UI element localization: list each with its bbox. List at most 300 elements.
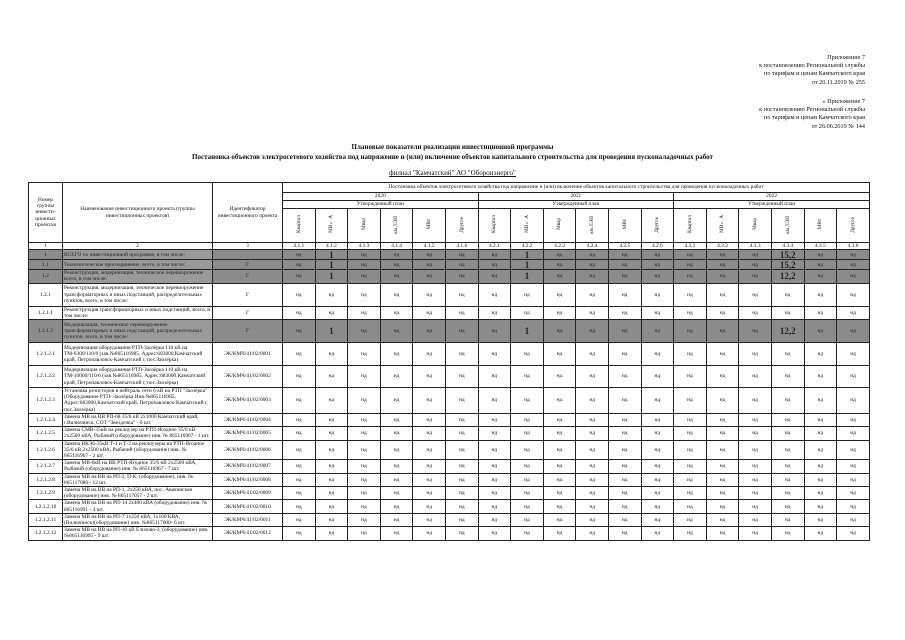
cell-value: нд [771,513,804,526]
cell-value: нд [380,270,413,283]
cell-value: нд [804,460,837,473]
subcol-header [380,209,413,243]
cell-value: нд [413,306,446,319]
cell-value: нд [413,413,446,426]
cell-value: нд [315,427,348,440]
cell-value: нд [283,306,316,319]
cell-value: нд [771,440,804,460]
cell-value: нд [445,440,478,460]
cell-id: ЭК/КМЧ/41/02/0008 [213,473,283,486]
cell-value: нд [804,513,837,526]
cell-name: Реконструкция трансформаторных и иных подстанций, всего, в том числе: [63,306,213,319]
cell-value: нд [511,500,544,513]
cell-value: нд [837,320,870,343]
cell-value: нд [739,250,772,260]
cell-value: нд [543,388,576,414]
cell-value: 15,2 [771,260,804,270]
table-row [29,306,870,319]
subcol-header [445,209,478,243]
cell-value: нд [283,427,316,440]
cell-value: нд [348,366,381,388]
cell-value: нд [315,460,348,473]
cell-name: Модернизация оборудования РТП-Заозёрка 110 кВ на ТМ-10000/110/6 (зав.№865116985, Адрес:683000,Камчатский край, Петропавловск-Камчатский г, пос.Заозёрка) [63,366,213,388]
cell-value: 1 [511,260,544,270]
cell-value: нд [348,440,381,460]
cell-value: нд [608,413,641,426]
cell-value: нд [576,500,609,513]
table-row [29,270,870,283]
cell-value: нд [706,306,739,319]
cell-value: нд [706,283,739,306]
cell-value: нд [608,473,641,486]
cell-value: нд [641,527,674,540]
cell-value: нд [641,487,674,500]
cell-value: нд [608,250,641,260]
subcol-header [706,209,739,243]
cell-value: нд [641,306,674,319]
cell-value: нд [837,440,870,460]
cell-value: нд [641,260,674,270]
cell-value: нд [837,270,870,283]
header-line: « Приложение 7 [822,98,865,105]
cell-number: 1.2.1.2.6 [29,440,63,460]
cell-id: Г [213,270,283,283]
cell-number: 1 [29,250,63,260]
cell-value: нд [283,270,316,283]
cell-value: нд [576,440,609,460]
cell-name: Замена МВ-6кВ на ВВ РТП-Ягодное 35/6 кВ 2х2500 кВА, Рыбачий (оборудование) инв. № 865116967 - 7 шт. [63,460,213,473]
cell-value: нд [804,413,837,426]
header-line: Приложение 7 [827,54,865,61]
branch-name: филиал "Камчатский" АО "Оборонэнерго" [389,169,516,177]
cell-value: нд [543,440,576,460]
cell-value: нд [380,460,413,473]
cell-value: нд [837,427,870,440]
cell-value: нд [511,343,544,366]
col-number: 4.2.5 [608,243,641,250]
cell-value: нд [511,413,544,426]
cell-value: нд [641,283,674,306]
cell-value: нд [674,283,707,306]
cell-value: нд [576,487,609,500]
cell-value: нд [511,440,544,460]
cell-value: нд [283,343,316,366]
cell-id [213,250,283,260]
subcol-label: МВт [621,219,628,230]
cell-value: нд [706,427,739,440]
cell-value: нд [739,413,772,426]
col-number: 4.3.4 [771,243,804,250]
subcol-header [674,209,707,243]
year-header: 2022 [674,193,870,201]
cell-name: Установка резисторов в нейтраль сети 6 кВ на РТП "Заозёрка" (Оборудование РТП- Заозёрка Инв.№865116985, Адрес:683000,Камчатский край, Петропавловск-Камчатский г, пос.Заозёрка) [63,388,213,414]
cell-id: ЭК/КМЧ/41/02/0001 [213,343,283,366]
cell-name: Реконструкция, модернизация, техническое перевооружение трансформаторных и иных подстанций, распределительных пунктов, всего, в том числе: [63,283,213,306]
cell-name: Замена ВКЭ6-35кВ Т-1 и Т-2 на реклоузеры на РТП-Ягодное 35/6 кВ 2х2500 кВА, Рыбачий (оборудование) инв. № 865116967 - 2 шт. [63,440,213,460]
cell-value: нд [348,527,381,540]
cell-id: ЭК/КМЧ/41/02/0009 [213,487,283,500]
cell-value: нд [706,250,739,260]
cell-value: нд [348,283,381,306]
cell-value: нд [380,487,413,500]
cell-value: нд [739,460,772,473]
cell-number: 1.2.1 [29,283,63,306]
cell-value: нд [413,527,446,540]
cell-value: нд [608,427,641,440]
cell-value: нд [478,500,511,513]
cell-value: нд [641,388,674,414]
cell-value: нд [478,260,511,270]
cell-value: нд [478,250,511,260]
cell-value: нд [511,427,544,440]
cell-id: ЭК/КМЧ/41/02/0005 [213,427,283,440]
subcol-label: Квартал [491,215,498,234]
cell-value: нд [576,320,609,343]
cell-value: нд [445,487,478,500]
col-number: 4.2.4 [576,243,609,250]
cell-value: нд [315,366,348,388]
cell-id: ЭК/КМЧ/41/02/0010 [213,500,283,513]
cell-value: нд [315,487,348,500]
col-number: 4.2.6 [641,243,674,250]
cell-number: 1.2.1.2.1 [29,343,63,366]
cell-value: нд [739,260,772,270]
subcol-label: Мвар [360,218,367,231]
subcol-header [348,209,381,243]
cell-value: нд [804,320,837,343]
cell-value: нд [413,343,446,366]
col-header-number: Номер группы инвести-ционных проектов [29,183,63,243]
cell-value: нд [608,388,641,414]
cell-value: нд [543,320,576,343]
cell-name: Замена МВ на ВВ на РП-10 кВ Елизово-3, (оборудование) инв. №865116995 - 9 шт. [63,527,213,540]
cell-number: 1.2 [29,270,63,283]
cell-value: нд [739,343,772,366]
cell-value: нд [739,513,772,526]
cell-value: нд [348,487,381,500]
subcol-label: Мвар [556,218,563,231]
cell-value: нд [283,250,316,260]
table-row [29,283,870,306]
cell-value: нд [837,343,870,366]
cell-value: нд [511,527,544,540]
col-number: 4.3.6 [837,243,870,250]
col-number: 4.3.5 [804,243,837,250]
header-line: от 26.06.2019 № 144 [811,122,865,130]
document-title: Плановые показатели реализации инвестиционной программы [351,143,554,151]
subcol-label: Другое [849,216,856,233]
cell-value: нд [804,500,837,513]
cell-value: нд [413,388,446,414]
subcol-header [804,209,837,243]
cell-name: Замена МВ на ВВ на РП-14 2х400 кВА (оборудование) инв. № 865116991 - 4 шт. [63,500,213,513]
subcol-label: МВ×А [719,215,726,234]
cell-value: нд [511,460,544,473]
table-row [29,487,870,500]
cell-value: нд [804,427,837,440]
subcol-header [543,209,576,243]
cell-number: 1.2.1.2.5 [29,427,63,440]
cell-value: нд [380,500,413,513]
cell-value: нд [445,283,478,306]
cell-value: нд [511,388,544,414]
cell-value: нд [641,473,674,486]
cell-value: нд [445,527,478,540]
cell-value: нд [445,366,478,388]
cell-value: нд [739,440,772,460]
cell-value: нд [478,473,511,486]
cell-value: нд [576,460,609,473]
table-row [29,260,870,270]
cell-value: нд [837,413,870,426]
cell-value: нд [706,366,739,388]
cell-value: нд [380,366,413,388]
cell-value: нд [380,527,413,540]
cell-value: нд [283,527,316,540]
col-number: 4.1.3 [348,243,381,250]
cell-name: Технологическое присоединение, всего, в том числе: [63,260,213,270]
cell-value: нд [576,250,609,260]
cell-value: нд [478,440,511,460]
cell-value: нд [674,460,707,473]
cell-value: нд [641,413,674,426]
cell-value: нд [804,366,837,388]
cell-value: нд [348,388,381,414]
cell-value: нд [380,388,413,414]
cell-id: ЭК/КМЧ/41/02/0007 [213,460,283,473]
cell-value: нд [283,320,316,343]
subcol-header [413,209,446,243]
table-row [29,320,870,343]
cell-id: Г [213,306,283,319]
cell-value: нд [771,527,804,540]
cell-value: нд [315,500,348,513]
subcol-header [478,209,511,243]
cell-name: Замена МВ на ВВ на РП-7 1х250 кВА, 1х160 КВА, (Вилючинск)(оборудование) инв. №865117000- 6 шт. [63,513,213,526]
cell-value: нд [283,260,316,270]
cell-value: 1 [511,270,544,283]
cell-value: нд [608,527,641,540]
col-header-name: Наименование инвестиционного проекта (группы инвестиционных проектов) [63,183,213,243]
cell-value: нд [445,460,478,473]
cell-value: нд [380,320,413,343]
cell-value: нд [478,343,511,366]
cell-value: нд [837,250,870,260]
cell-value: нд [380,250,413,260]
table-row [29,343,870,366]
cell-id: Г [213,283,283,306]
cell-value: нд [445,260,478,270]
cell-value: нд [413,283,446,306]
cell-value: нд [608,320,641,343]
cell-id: ЭК/КМЧ/41/02/0011 [213,513,283,526]
cell-value: нд [543,283,576,306]
year-header: 2021 [478,193,674,201]
table-row [29,500,870,513]
cell-value: нд [739,527,772,540]
cell-value: нд [804,473,837,486]
subcol-label: Квартал [686,215,693,234]
cell-value: нд [706,440,739,460]
cell-value: нд [543,270,576,283]
cell-value: нд [413,270,446,283]
subcol-label: МВ×А [523,215,530,234]
cell-value: нд [348,513,381,526]
cell-value: нд [283,513,316,526]
cell-value: нд [348,460,381,473]
cell-value: нд [576,513,609,526]
cell-value: нд [706,460,739,473]
cell-value: нд [804,388,837,414]
cell-value: нд [706,527,739,540]
cell-value: нд [674,388,707,414]
cell-value: нд [348,250,381,260]
cell-value: нд [771,473,804,486]
cell-value: нд [739,306,772,319]
cell-number: 1.2.1.2.7 [29,460,63,473]
cell-value: нд [478,388,511,414]
cell-value: нд [348,427,381,440]
cell-value: нд [380,283,413,306]
cell-value: нд [641,270,674,283]
cell-number: 1.1 [29,260,63,270]
header-line: к постановлению Региональной службы [759,62,865,70]
cell-value: нд [478,366,511,388]
cell-value: 15,2 [771,250,804,260]
cell-number: 1.2.1.2.3 [29,388,63,414]
cell-value: нд [771,283,804,306]
col-header-id: Идентификатор инвестиционного проекта [213,183,283,243]
cell-value: нд [706,270,739,283]
cell-value: нд [511,366,544,388]
cell-value: нд [771,500,804,513]
cell-value: нд [413,500,446,513]
col-number: 2 [63,243,213,250]
cell-value: нд [804,487,837,500]
cell-value: 1 [315,270,348,283]
cell-value: нд [445,250,478,260]
cell-value: нд [641,320,674,343]
col-header-main: Постановка объектов электросетевого хозяйства под напряжение и (или) включение объектов капитального строительства для проведения пусконаладочных работ [283,183,870,193]
cell-value: нд [413,366,446,388]
col-number: 4.2.2 [511,243,544,250]
cell-value: нд [739,473,772,486]
cell-value: 1 [511,320,544,343]
subcol-header [641,209,674,243]
cell-value: нд [380,413,413,426]
cell-value: нд [380,427,413,440]
subcol-label: км ЛЭП [393,215,400,234]
cell-value: нд [511,283,544,306]
cell-value: нд [576,388,609,414]
cell-value: нд [837,306,870,319]
cell-value: нд [543,460,576,473]
table-row [29,527,870,540]
cell-value: нд [576,413,609,426]
cell-value: нд [804,343,837,366]
cell-value: нд [804,306,837,319]
cell-value: нд [837,388,870,414]
cell-value: нд [674,527,707,540]
cell-value: нд [576,283,609,306]
cell-value: нд [837,513,870,526]
cell-value: нд [641,427,674,440]
cell-value: нд [380,513,413,526]
cell-value: нд [608,270,641,283]
cell-value: нд [478,527,511,540]
cell-value: нд [283,460,316,473]
cell-value: нд [641,250,674,260]
col-number: 4.1.6 [445,243,478,250]
cell-value: нд [706,413,739,426]
cell-value: 12,2 [771,270,804,283]
cell-number: 1.2.1.2.8 [29,473,63,486]
cell-value: нд [739,487,772,500]
cell-value: нд [804,250,837,260]
cell-value: нд [413,440,446,460]
col-number: 4.1.1 [283,243,316,250]
subcol-header [837,209,870,243]
cell-value: нд [608,440,641,460]
header-line: по тарифам и ценам Камчатского края [764,70,865,78]
cell-name: Замена МВ на ВВ на РП-3, П-К, (оборудование), инв. № 865117086 - 12 шт. [63,473,213,486]
cell-value: нд [739,500,772,513]
cell-value: нд [315,343,348,366]
cell-value: нд [348,343,381,366]
cell-number: 1.2.1.2.2 [29,366,63,388]
cell-value: нд [478,306,511,319]
cell-value: нд [674,473,707,486]
cell-value: нд [543,513,576,526]
cell-value: нд [445,500,478,513]
cell-value: нд [543,500,576,513]
cell-value: нд [315,513,348,526]
cell-value: нд [739,320,772,343]
col-number: 4.1.4 [380,243,413,250]
col-number: 4.1.2 [315,243,348,250]
subcol-label: Другое [458,216,465,233]
cell-id: ЭК/КМЧ/41/02/0006 [213,440,283,460]
cell-value: нд [445,343,478,366]
cell-value: нд [511,487,544,500]
cell-number: 1.2.1.2.12 [29,527,63,540]
cell-value: нд [413,250,446,260]
cell-value: нд [771,343,804,366]
cell-value: нд [413,427,446,440]
cell-value: нд [804,260,837,270]
subcol-label: МВт [817,219,824,230]
table-row [29,250,870,260]
cell-value: нд [445,320,478,343]
header-line: по тарифам и ценам Камчатского края [764,114,865,122]
cell-value: нд [837,527,870,540]
cell-value: нд [283,487,316,500]
cell-value: нд [283,366,316,388]
cell-value: нд [706,343,739,366]
cell-value: нд [315,388,348,414]
table-row [29,473,870,486]
cell-value: нд [478,460,511,473]
cell-value: нд [283,440,316,460]
cell-value: нд [706,487,739,500]
cell-value: нд [511,513,544,526]
cell-value: нд [608,306,641,319]
cell-value: нд [771,460,804,473]
plan-header: Утвержденный план [478,201,674,209]
cell-value: нд [771,306,804,319]
cell-value: нд [739,283,772,306]
cell-value: нд [478,413,511,426]
